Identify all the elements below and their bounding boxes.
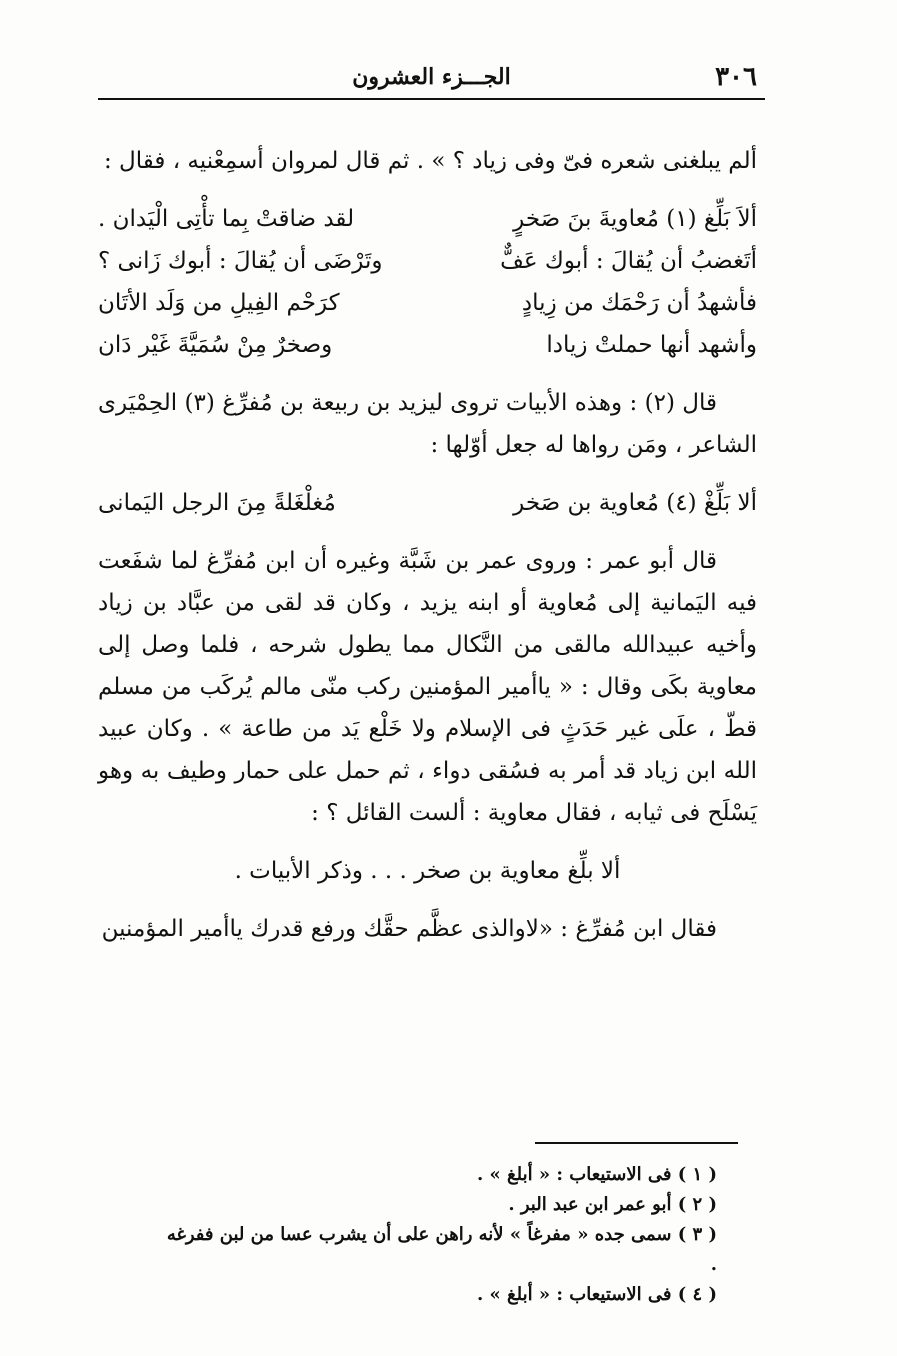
verse-second-hemistich: مُغلْغَلةً مِنَ الرجل اليَمانى <box>98 490 336 516</box>
verse-first-hemistich: فأشهدُ أن رَحْمَك من زِيادٍ <box>521 290 757 316</box>
footnotes <box>160 1160 717 1310</box>
running-title: الجـــزء العشرون <box>352 64 511 90</box>
main-text <box>98 140 757 950</box>
verse <box>98 324 757 366</box>
footnote-2: ( ٢ ) أبو عمر ابن عبد البر . <box>508 1194 717 1215</box>
verse-second-hemistich: وتَرْضَى أن يُقالَ : أبوك زَانى ؟ <box>98 248 383 274</box>
paragraph-narrative: قال أبو عمر : وروى عمر بن شَبَّة وغيره أن ابن مُفرِّغ لما شفَعت فيه اليَمانية إلى مُعاوية أو ابنه يزيد ، وكان قد لقى من عبَّاد بن زياد وأخيه عبيدالله مالقى من النَّكال مما يطول شرحه ، فلما وصل إلى معاوية بكَى وقال : « ياأمير المؤمنين ركب منّى مالم يُركَب من مسلم قطّ ، علَى غير حَدَثٍ فى الإسلام ولا خَلْع يَد من طاعة » . وكان عبيد الله ابن زياد قد أمر به فسُقى دواء ، ثم حمل على حمار وطيف به وهو يَسْلَح فى ثيابه ، فقال معاوية : ألست القائل ؟ : <box>98 548 757 826</box>
verse-second-hemistich: وصخرٌ مِنْ سُمَيَّةَ غَيْر دَان <box>98 332 333 358</box>
poem-1 <box>98 198 757 366</box>
verse-first-hemistich: ألا بَلِّغْ (٤) مُعاوية بن صَخر <box>513 490 757 516</box>
verse-first-hemistich: أتَغضبُ أن يُقالَ : أبوك عَفٌّ <box>500 248 757 274</box>
verse-second-hemistich: كرَحْم الفِيلِ من وَلَد الأتَان <box>98 290 340 316</box>
poem-2-verse <box>98 482 757 524</box>
verse-first-hemistich: ألاَ بَلِّغ (١) مُعاويةَ بنَ صَخرٍ <box>513 206 757 232</box>
footnote-3: ( ٣ ) سمى جده « مفرغاً » لأنه راهن على أن يشرب عسا من لبن ففرغه . <box>166 1224 717 1275</box>
paragraph-reply: فقال ابن مُفرِّغ : «لاوالذى عظَّم حقَّك ورفع قدرك ياأمير المؤمنين <box>101 916 717 942</box>
verse <box>98 282 757 324</box>
footnote-divider <box>535 1142 738 1144</box>
intro-line: ألم يبلغنى شعره فىّ وفى زياد ؟ » . ثم قال لمروان أسمِعْنيه ، فقال : <box>103 148 757 174</box>
footnote-1: ( ١ ) فى الاستيعاب : « أبلغ » . <box>476 1164 717 1185</box>
verse <box>98 240 757 282</box>
verse-second-hemistich: لقد ضاقتْ بِما تأْتِى الْيَدان . <box>98 206 355 232</box>
quoted-verse-line: ألا بلِّغ معاوية بن صخر . . . وذكر الأبيات . <box>234 858 621 884</box>
page-header <box>98 58 765 100</box>
verse-first-hemistich: وأشهد أنها حملتْ زيادا <box>546 332 757 358</box>
verse <box>98 198 757 240</box>
page-number: ٣٠٦ <box>715 62 757 92</box>
footnote-4: ( ٤ ) فى الاستيعاب : « أبلغ » . <box>476 1284 717 1305</box>
paragraph-attribution: قال (٢) : وهذه الأبيات تروى ليزيد بن ربيعة بن مُفرِّغ (٣) الحِمْيَرى الشاعر ، ومَن رواها له جعل أوّلها : <box>98 390 757 458</box>
